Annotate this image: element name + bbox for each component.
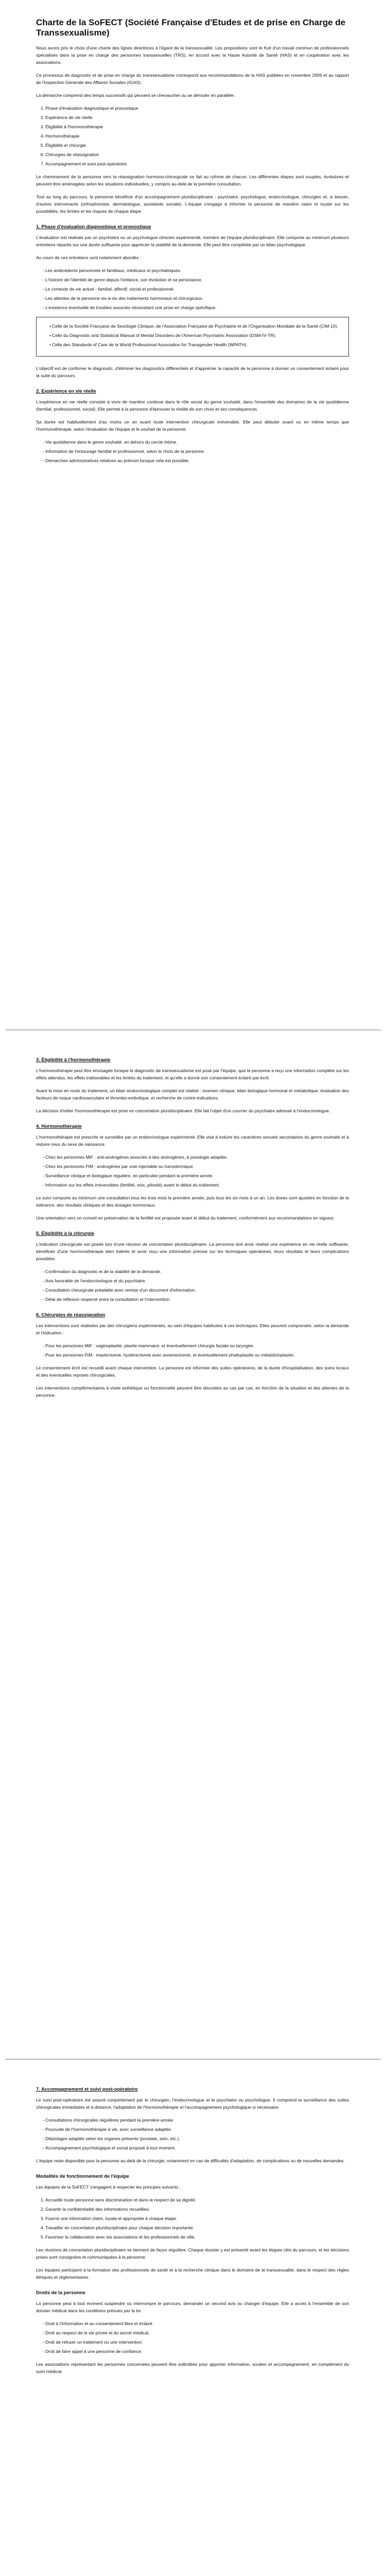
section-heading: 5. Éligibilité à la chirurgie: [36, 1230, 95, 1236]
list-item: [40, 132, 349, 140]
list-item-text: Surveillance clinique et biologique régulière, en particulier pendant la première année.: [45, 1173, 214, 1178]
paragraph: Le suivi post-opératoire est assuré conjointement par le chirurgien, l'endocrinologue et le psychiatre ou psychologue. Il comprend la surveillance des suites chirurgicales immédiates et à distance, l'adaptation de l'hormonothérapie et l'accompagnement psychologique si nécessaire.: [36, 2097, 349, 2110]
numbered-list: [36, 2196, 349, 2241]
section-heading: 1. Phase d'évaluation diagnostique et pronostique: [36, 224, 151, 229]
list-item-text: Les antécédents personnels et familiaux, médicaux et psychiatriques.: [45, 268, 182, 273]
bullet-list: [36, 438, 349, 464]
list-marker: 2.: [40, 115, 44, 120]
list-marker: -: [43, 449, 44, 454]
list-item: [40, 105, 349, 112]
list-item-text: Avis favorable de l'endocrinologue et du psychiatre.: [45, 1278, 146, 1283]
list-item: [45, 285, 349, 293]
list-item: [49, 332, 342, 339]
paragraph: L'expérience en vie réelle consiste à vivre de manière continue dans le rôle social du genre souhaité, dans l'ensemble des domaines de la vie quotidienne (familial, professionnel, social). Elle permet à la personne d'éprouver la réalité de son choix et ses conséquences.: [36, 399, 349, 412]
list-item-text: Éligibilité et chirurgie: [45, 143, 86, 148]
list-marker: -: [43, 2349, 44, 2354]
list-marker: -: [43, 2117, 44, 2123]
list-marker: 3.: [40, 2216, 44, 2221]
paragraph: L'évaluation est réalisée par un psychiatre ou un psychologue clinicien expérimenté, membre de l'équipe pluridisciplinaire. Elle comporte au minimum plusieurs entretiens répartis sur une durée suffisante pour apprécier la stabilité de la demande. Elle peut être complétée par un bilan psychologique.: [36, 235, 349, 247]
list-item-text: Information sur les effets irréversibles (fertilité, voix, pilosité) avant le début du traitement.: [45, 1182, 220, 1188]
list-item: [40, 2206, 349, 2213]
list-item-text: Travailler en concertation pluridisciplinaire pour chaque décision importante.: [45, 2225, 195, 2230]
list-item-text: Accompagnement psychologique et social proposé à tout moment.: [45, 2145, 176, 2150]
paragraph: Les équipes participent à la formation des professionnels de santé et à la recherche clinique dans le domaine de la transsexualité, dans le respect des règles éthiques et réglementaires.: [36, 2267, 349, 2280]
paragraph: L'équipe reste disponible pour la personne au-delà de la chirurgie, notamment en cas de difficultés d'adaptation, de complications ou de nouvelles demandes.: [36, 2158, 345, 2163]
list-item: [40, 2215, 349, 2222]
section-heading: 2. Expérience en vie réelle: [36, 388, 96, 394]
list-item-text: Accueillir toute personne sans discrimination et dans le respect de sa dignité.: [45, 2197, 197, 2202]
list-marker: -: [43, 1164, 44, 1169]
list-item: [45, 1154, 349, 1161]
numbered-list: [36, 105, 349, 167]
list-marker: -: [43, 1343, 44, 1348]
bullet-list: [43, 323, 342, 348]
list-item-text: Phase d'évaluation diagnostique et pronostique: [45, 106, 138, 111]
page: [5, 2059, 381, 2576]
list-item: [45, 295, 349, 302]
section-heading: 7. Accompagnement et suivi post-opératoire: [36, 2086, 138, 2092]
paragraph: La personne peut à tout moment suspendre ou interrompre le parcours, demander un second avis ou changer d'équipe. Elle a accès à l'ensemble de son dossier médical dans les conditions prévues par la loi.: [36, 2301, 349, 2313]
list-item: [40, 2196, 349, 2204]
list-marker: -: [43, 277, 44, 282]
list-item-text: Dépistages adaptés selon les organes présents (prostate, sein, etc.).: [45, 2136, 180, 2141]
list-marker: -: [43, 2321, 44, 2326]
list-item: [45, 2144, 349, 2151]
section-heading: Droits de la personne: [36, 2290, 85, 2295]
list-marker: 6.: [40, 152, 44, 157]
list-item: [45, 457, 349, 464]
list-marker: -: [43, 1269, 44, 1274]
list-item: [45, 1268, 349, 1275]
list-item-text: Vie quotidienne dans le genre souhaité, en dehors du cercle intime.: [45, 439, 178, 445]
list-item: [40, 114, 349, 121]
list-item-text: Chez les personnes FtM : androgènes par voie injectable ou transdermique.: [45, 1164, 195, 1169]
list-item-text: Expérience de vie réelle: [45, 115, 93, 120]
list-item-text: Celle de la Société Française de Sexologie Clinique, de l'Association Française de Psychiatrie et de l'Organisation Mondiale de la Santé (CIM-10).: [52, 324, 338, 329]
document-title: Charte de la SoFECT (Société Française d'Etudes et de prise en Charge de Transsexualisme): [36, 18, 346, 38]
list-marker: -: [43, 2330, 44, 2335]
paragraph: Avant la mise en route du traitement, un bilan endocrinologique complet est réalisé : examen clinique, bilan biologique hormonal et métabolique, évaluation des facteurs de risque cardiovasculaire et thrombo-embolique, et recherche de contre-indications.: [36, 1088, 349, 1100]
list-marker: 7.: [40, 161, 44, 166]
list-item-text: Les attentes de la personne vis-à-vis des traitements hormonaux et chirurgicaux.: [45, 296, 204, 301]
paragraph: Sa durée est habituellement d'au moins un an avant toute intervention chirurgicale irréversible. Elle peut débuter avant ou en même temps que l'hormonothérapie, selon l'évaluation de l'équipe et le souhait de la personne.: [36, 419, 349, 432]
list-item-text: Éligibilité à l'hormonothérapie: [45, 124, 103, 129]
list-item-text: Chirurgies de réassignation: [45, 152, 99, 157]
list-item-text: Délai de réflexion respecté entre la consultation et l'intervention.: [45, 1297, 171, 1302]
list-item: [45, 2320, 349, 2327]
list-item: [45, 1181, 349, 1189]
list-item-text: Hormonothérapie: [45, 133, 80, 139]
section-heading: 4. Hormonothérapie: [36, 1123, 82, 1129]
paragraph: Le consentement écrit est recueilli avant chaque intervention. La personne est informée des suites opératoires, de la durée d'hospitalisation, des soins locaux et des éventuelles reprises chirurgicales.: [36, 1365, 349, 1378]
list-item-text: Poursuite de l'hormonothérapie à vie, avec surveillance adaptée.: [45, 2127, 172, 2132]
section-heading: Modalités de fonctionnement de l'équipe: [36, 2173, 129, 2179]
page: [5, 1029, 381, 2059]
paragraph: L'hormonothérapie est prescrite et surveillée par un endocrinologue expérimenté. Elle vise à induire les caractères sexuels secondaires du genre souhaité et à réduire ceux du sexe de naissance.: [36, 1134, 349, 1147]
list-item: [40, 160, 349, 167]
list-item: [45, 267, 349, 274]
paragraph: La démarche comprend des temps successifs qui peuvent se chevaucher ou se dérouler en parallèle :: [36, 93, 236, 98]
list-item: [49, 341, 342, 348]
list-item-text: Consultations chirurgicales régulières pendant la première année.: [45, 2117, 174, 2123]
list-marker: 1.: [40, 106, 44, 111]
list-item-text: Démarches administratives relatives au prénom lorsque cela est possible.: [45, 458, 190, 463]
list-marker: •: [49, 342, 51, 347]
list-item: [45, 1351, 349, 1359]
paragraph: Une orientation vers un conseil en préservation de la fertilité est proposée avant le début du traitement, conformément aux recommandations en vigueur.: [36, 1215, 335, 1221]
bullet-list: [36, 1268, 349, 1303]
bullet-list: [36, 2320, 349, 2355]
list-marker: -: [43, 305, 44, 310]
list-item-text: Droit de refuser un traitement ou une intervention.: [45, 2340, 143, 2345]
list-item: [45, 2126, 349, 2133]
list-marker: -: [43, 1278, 44, 1283]
list-marker: -: [43, 1173, 44, 1178]
list-item-text: Le contexte de vie actuel : familial, affectif, social et professionnel.: [45, 286, 175, 292]
list-item: [45, 1163, 349, 1170]
section-heading: 6. Chirurgies de réassignation: [36, 1312, 106, 1317]
list-marker: 3.: [40, 124, 44, 129]
list-item: [45, 2116, 349, 2124]
list-item-text: Favoriser la collaboration avec les associations et les professionnels de ville.: [45, 2234, 196, 2240]
bullet-list: [36, 2116, 349, 2151]
list-marker: 4.: [40, 2225, 44, 2230]
list-marker: -: [43, 286, 44, 292]
list-item-text: Droit au respect de la vie privée et du secret médical.: [45, 2330, 150, 2335]
paragraph: L'hormonothérapie peut être envisagée lorsque le diagnostic de transsexualisme est posé par l'équipe, que la personne a reçu une information complète sur les effets attendus, les effets indésirables et les limites du traitement, et qu'elle a donné son consentement éclairé par écrit.: [36, 1068, 349, 1080]
paragraph: Les réunions de concertation pluridisciplinaire se tiennent de façon régulière. Chaque dossier y est présenté avant les étapes clés du parcours, et les décisions prises sont consignées et communiquées à la personne.: [36, 2247, 349, 2260]
paragraph: Ce processus de diagnostic et de prise en charge du transsexualisme correspond aux recommandations de la HAS publiées en novembre 2009 et au rapport de l'Inspection Générale des Affaires Sociales (IGAS).: [36, 73, 349, 85]
list-marker: 1.: [40, 2197, 44, 2202]
paragraph: Les associations représentant les personnes concernées peuvent être sollicitées pour apporter information, soutien et accompagnement, en complément du suivi médical.: [36, 2362, 349, 2374]
paragraph: L'objectif est de confirmer le diagnostic, d'éliminer les diagnostics différentiels et d'apprécier la capacité de la personne à donner un consentement éclairé pour la suite du parcours.: [36, 366, 349, 378]
list-item: [45, 2135, 349, 2142]
list-marker: -: [43, 2145, 44, 2150]
list-item-text: Celle du Diagnostic and Statistical Manual of Mental Disorders de l'American Psychiatric Association (DSM-IV-TR).: [52, 333, 276, 338]
bullet-list: [36, 1342, 349, 1359]
list-item-text: Chez les personnes MtF : anti-androgènes associés à des œstrogènes, à posologie adaptée.: [45, 1155, 228, 1160]
list-marker: -: [43, 458, 44, 463]
list-item: [45, 1342, 349, 1349]
list-marker: -: [43, 268, 44, 273]
list-item-text: Accompagnement et suivi post-opératoire: [45, 161, 127, 166]
list-item: [45, 438, 349, 446]
list-item-text: L'existence éventuelle de troubles associés nécessitant une prise en charge spécifique.: [45, 305, 217, 310]
list-marker: -: [43, 296, 44, 301]
list-item: [40, 142, 349, 149]
list-item: [45, 448, 349, 455]
list-item-text: Information de l'entourage familial et professionnel, selon le choix de la personne.: [45, 449, 205, 454]
paragraph: La décision d'initier l'hormonothérapie est prise en concertation pluridisciplinaire. Elle fait l'objet d'un courrier du psychiatre adressé à l'endocrinologue.: [36, 1108, 330, 1113]
list-item-text: Droit à l'information et au consentement libre et éclairé.: [45, 2321, 153, 2326]
list-item: [45, 304, 349, 311]
list-item-text: Consultation chirurgicale préalable avec remise d'un document d'information.: [45, 1287, 196, 1293]
list-marker: 5.: [40, 2234, 44, 2240]
list-item: [45, 1172, 349, 1179]
list-marker: -: [43, 439, 44, 445]
page: [5, 0, 381, 1029]
list-item-text: Celle des Standards of Care de la World Professional Association for Transgender Health (WPATH).: [52, 342, 248, 347]
list-item: [40, 123, 349, 130]
list-marker: -: [43, 1182, 44, 1188]
list-marker: -: [43, 1155, 44, 1160]
list-marker: -: [43, 1287, 44, 1293]
list-marker: 2.: [40, 2207, 44, 2212]
list-marker: -: [43, 1352, 44, 1358]
list-item: [40, 2233, 349, 2241]
list-marker: •: [49, 333, 51, 338]
paragraph: Nous avons pris le choix d'une charte des lignes directrices à l'égard de la transsexualité. Les propositions sont le fruit d'un travail commun de professionnels spécialisés dans la prise en charge des personnes transsexuelles (TRS), en accord avec la Haute Autorité de Santé (HAS) et en coopération avec les associations.: [36, 45, 349, 65]
list-marker: -: [43, 1297, 44, 1302]
section-heading: 3. Éligibilité à l'hormonothérapie: [36, 1057, 111, 1062]
paragraph: L'indication chirurgicale est posée lors d'une réunion de concertation pluridisciplinaire. La personne doit avoir réalisé une expérience en vie réelle suffisante, bénéficier d'une hormonothérapie bien tolérée et avoir reçu une information précise sur les techniques opératoires, leurs résultats et leurs complications possibles.: [36, 1242, 349, 1261]
list-marker: •: [49, 324, 51, 329]
paragraph: Les équipes de la SoFECT s'engagent à respecter les principes suivants :: [36, 2184, 181, 2190]
list-item-text: L'histoire de l'identité de genre depuis l'enfance, son évolution et sa persistance.: [45, 277, 203, 282]
list-item-text: Garantir la confidentialité des informations recueillies.: [45, 2207, 150, 2212]
list-item: [45, 2338, 349, 2346]
list-item-text: Pour les personnes MtF : vaginoplastie, plastie mammaire, et éventuellement chirurgie faciale ou laryngée.: [45, 1343, 255, 1348]
bullet-list: [36, 1154, 349, 1189]
paragraph: Le suivi comporte au minimum une consultation tous les trois mois la première année, puis tous les six mois à un an. Les doses sont ajustées en fonction de la tolérance, des résultats cliniques et des dosages hormonaux.: [36, 1195, 349, 1208]
list-marker: -: [43, 2136, 44, 2141]
paragraph: Tout au long du parcours, la personne bénéficie d'un accompagnement pluridisciplinaire : psychiatre, psychologue, endocrinologue, chirurgien et, si besoin, d'autres intervenants (orthophoniste, dermatologue, assistante sociale). L'équipe s'engage à informer la personne de manière claire et loyale sur les possibilités, les limites et les risques de chaque étape.: [36, 194, 349, 214]
framed-list: [36, 317, 349, 357]
paragraph: Au cours de ces entretiens sont notamment abordés :: [36, 255, 141, 260]
list-marker: -: [43, 2127, 44, 2132]
list-item: [45, 2348, 349, 2355]
list-item-text: Droit de faire appel à une personne de confiance.: [45, 2349, 143, 2354]
list-marker: 4.: [40, 133, 44, 139]
list-item-text: Pour les personnes FtM : mastectomie, hystérectomie avec annexectomie, et éventuellement phalloplastie ou métaïdoïoplastie.: [45, 1352, 295, 1358]
list-item: [40, 151, 349, 158]
list-marker: -: [43, 2340, 44, 2345]
list-item: [45, 2329, 349, 2336]
list-item: [45, 1296, 349, 1303]
bullet-list: [36, 267, 349, 311]
list-item-text: Fournir une information claire, loyale et appropriée à chaque étape.: [45, 2216, 178, 2221]
paragraph: Le cheminement de la personne vers la réassignation hormono-chirurgicale se fait au rythme de chacun. Les différentes étapes sont souples, évolutives et peuvent être aménagées selon les situations individuelles, y compris au-delà de la première consultation.: [36, 174, 349, 187]
list-item: [45, 1286, 349, 1294]
paragraph: Les interventions complémentaires à visée esthétique ou fonctionnelle peuvent être discutées au cas par cas, en fonction de la situation et des attentes de la personne.: [36, 1385, 349, 1398]
list-item-text: Confirmation du diagnostic et de la stabilité de la demande.: [45, 1269, 162, 1274]
list-marker: 5.: [40, 143, 44, 148]
paragraph: Les interventions sont réalisées par des chirurgiens expérimentés, au sein d'équipes habituées à ces techniques. Elles peuvent comprendre, selon la demande et l'indication :: [36, 1323, 349, 1335]
list-item: [45, 1277, 349, 1284]
list-item: [49, 323, 342, 330]
list-item: [45, 276, 349, 283]
list-item: [40, 2224, 349, 2231]
